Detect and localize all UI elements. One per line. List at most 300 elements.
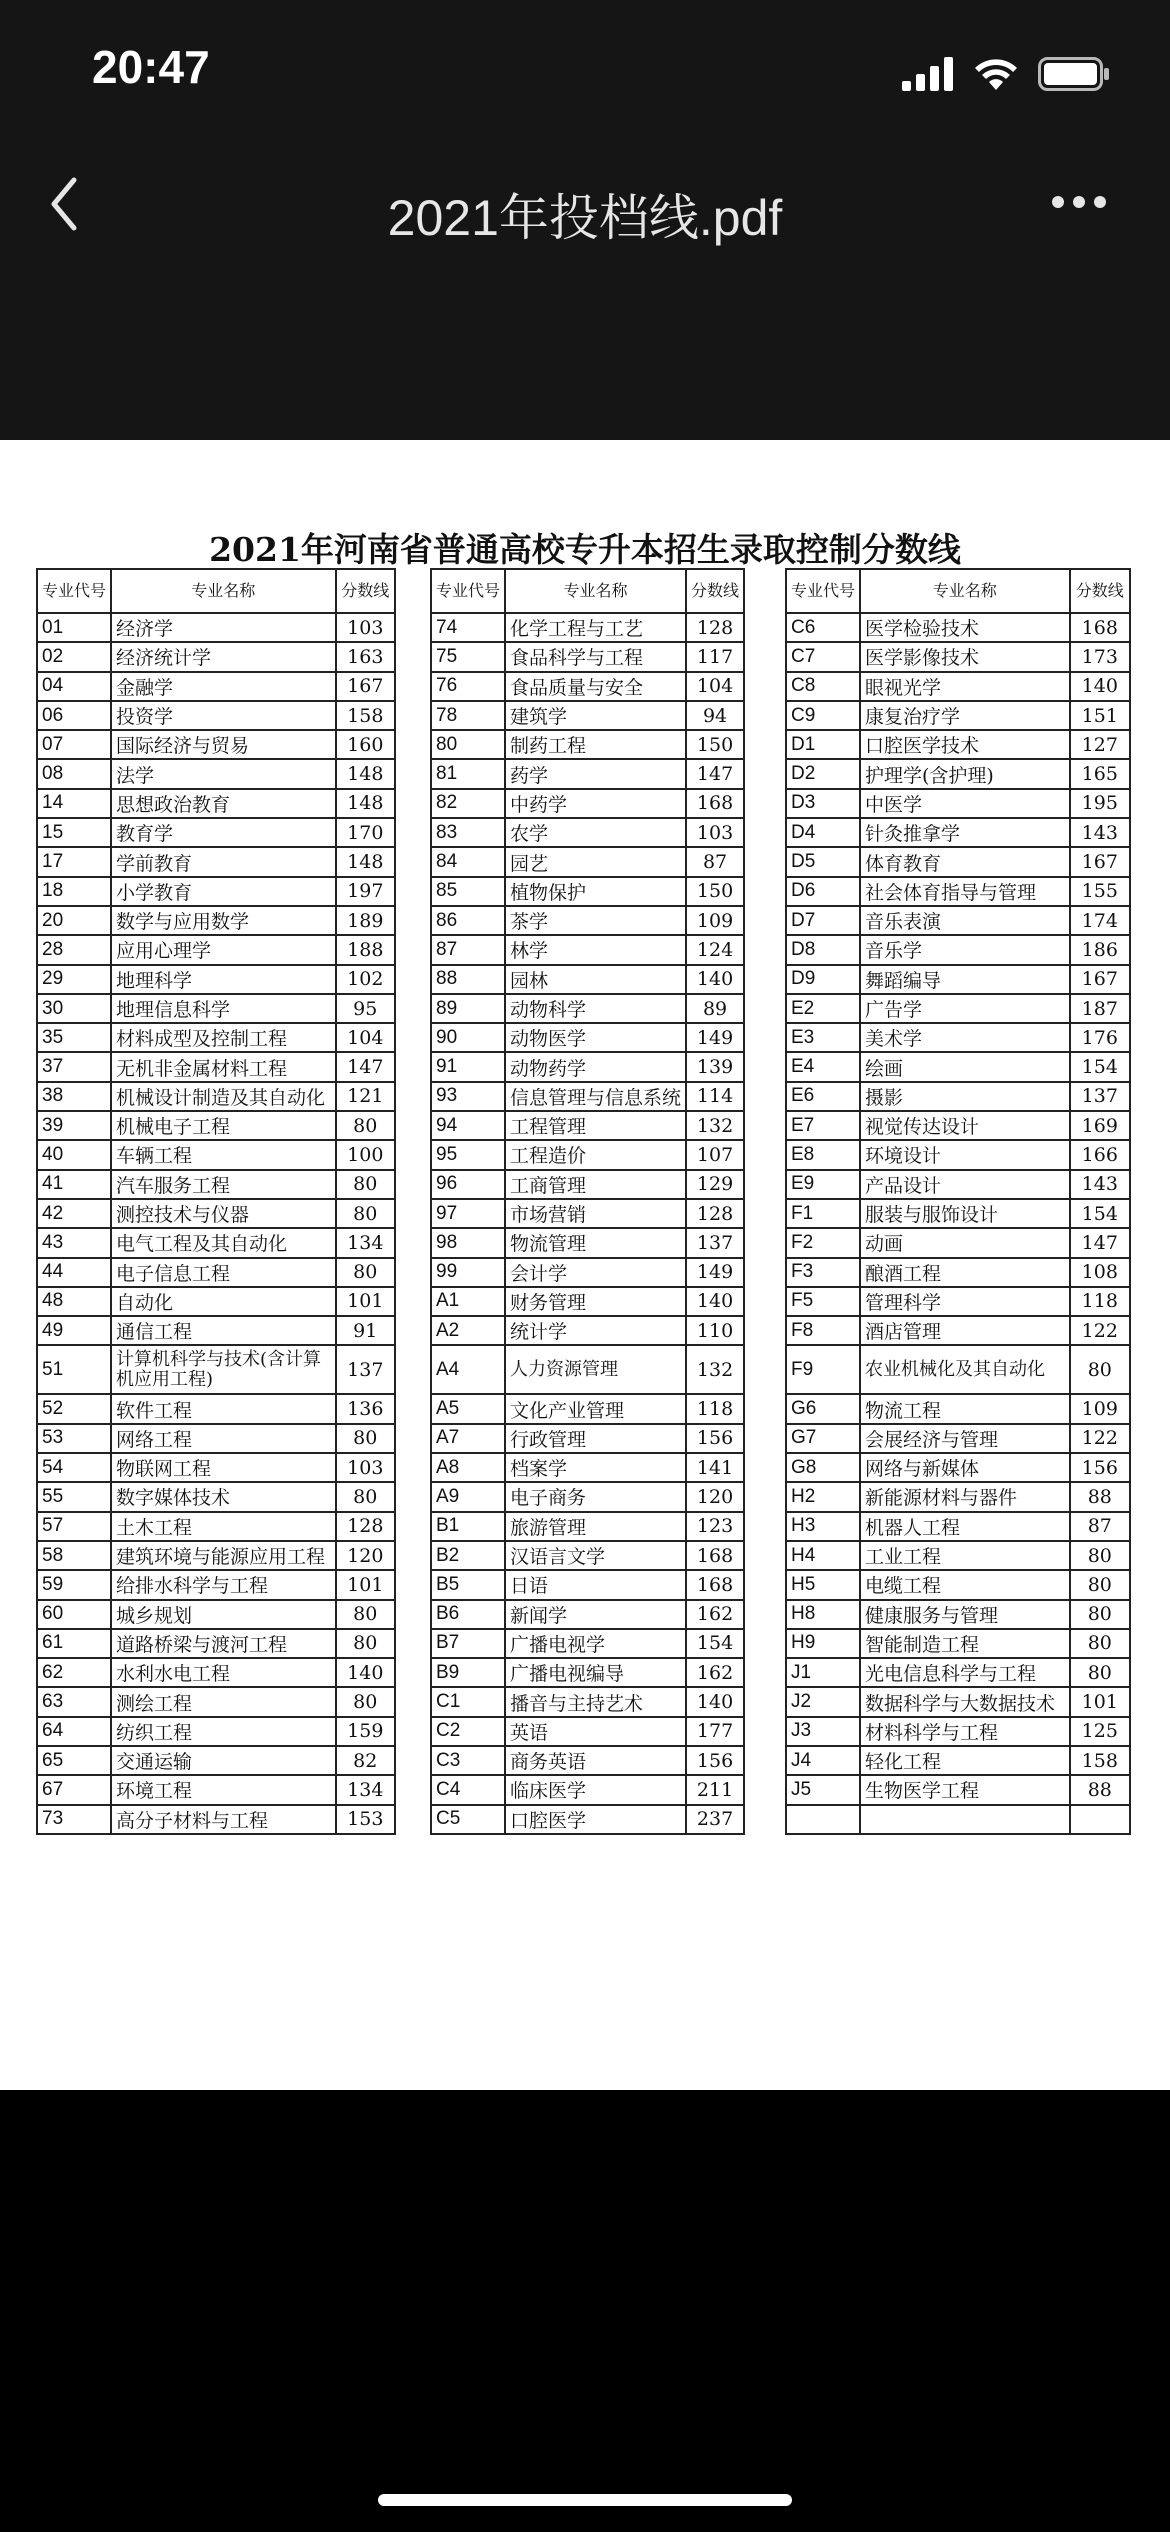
cutoff-score: 80 bbox=[1070, 1570, 1130, 1599]
major-name: 视觉传达设计 bbox=[860, 1111, 1070, 1140]
cutoff-score: 168 bbox=[1070, 613, 1130, 642]
table-row bbox=[37, 789, 395, 818]
table-row bbox=[431, 642, 744, 671]
cutoff-score: 80 bbox=[336, 1482, 395, 1511]
table-row bbox=[786, 935, 1130, 964]
table-row bbox=[786, 818, 1130, 847]
major-code: 95 bbox=[431, 1140, 505, 1169]
major-code: 91 bbox=[431, 1052, 505, 1081]
major-code: D9 bbox=[786, 965, 860, 994]
major-name: 生物医学工程 bbox=[860, 1775, 1070, 1804]
table-row bbox=[37, 613, 395, 642]
cutoff-score: 140 bbox=[686, 965, 744, 994]
major-code: 53 bbox=[37, 1424, 111, 1453]
major-code: 97 bbox=[431, 1199, 505, 1228]
major-code: 74 bbox=[431, 613, 505, 642]
table-row bbox=[431, 789, 744, 818]
major-name: 环境工程 bbox=[111, 1775, 336, 1804]
cutoff-score: 121 bbox=[336, 1082, 395, 1111]
score-table-3 bbox=[785, 568, 1131, 1835]
cutoff-score: 140 bbox=[686, 1687, 744, 1716]
major-code: H9 bbox=[786, 1629, 860, 1658]
major-code: A7 bbox=[431, 1424, 505, 1453]
cutoff-score: 156 bbox=[686, 1424, 744, 1453]
major-name: 建筑学 bbox=[505, 701, 686, 730]
table-row bbox=[37, 1140, 395, 1169]
table-row bbox=[786, 1140, 1130, 1169]
cutoff-score: 149 bbox=[686, 1258, 744, 1287]
table-row bbox=[37, 847, 395, 876]
major-name: 通信工程 bbox=[111, 1316, 336, 1345]
cutoff-score: 167 bbox=[1070, 847, 1130, 876]
cutoff-score: 140 bbox=[1070, 672, 1130, 701]
table-row bbox=[37, 935, 395, 964]
major-code: 28 bbox=[37, 935, 111, 964]
battery-icon bbox=[1038, 57, 1110, 91]
cutoff-score: 137 bbox=[686, 1228, 744, 1257]
major-code: 93 bbox=[431, 1082, 505, 1111]
major-name: 口腔医学 bbox=[505, 1805, 686, 1834]
major-code: 04 bbox=[37, 672, 111, 701]
major-name: 绘画 bbox=[860, 1052, 1070, 1081]
home-indicator[interactable] bbox=[378, 2494, 792, 2506]
cutoff-score: 120 bbox=[686, 1482, 744, 1511]
cutoff-score: 156 bbox=[686, 1746, 744, 1775]
table-row bbox=[37, 1170, 395, 1199]
cutoff-score: 129 bbox=[686, 1170, 744, 1199]
table-row bbox=[431, 1199, 744, 1228]
table-row bbox=[431, 1082, 744, 1111]
cutoff-score: 195 bbox=[1070, 789, 1130, 818]
cutoff-score: 155 bbox=[1070, 877, 1130, 906]
major-name: 电气工程及其自动化 bbox=[111, 1228, 336, 1257]
major-code: 29 bbox=[37, 965, 111, 994]
cutoff-score: 80 bbox=[336, 1258, 395, 1287]
major-name: 市场营销 bbox=[505, 1199, 686, 1228]
table-row bbox=[786, 1600, 1130, 1629]
cutoff-score: 137 bbox=[336, 1345, 395, 1394]
table-row bbox=[786, 1258, 1130, 1287]
major-name: 中药学 bbox=[505, 789, 686, 818]
major-code: A1 bbox=[431, 1287, 505, 1316]
cutoff-score: 169 bbox=[1070, 1111, 1130, 1140]
table-row bbox=[786, 965, 1130, 994]
document-title: 2021年河南省普通高校专升本招生录取控制分数线 bbox=[209, 530, 961, 569]
major-name: 财务管理 bbox=[505, 1287, 686, 1316]
major-code: E6 bbox=[786, 1082, 860, 1111]
major-name: 舞蹈编导 bbox=[860, 965, 1070, 994]
cutoff-score: 154 bbox=[686, 1629, 744, 1658]
cutoff-score: 120 bbox=[336, 1541, 395, 1570]
cutoff-score: 89 bbox=[686, 994, 744, 1023]
major-name: 轻化工程 bbox=[860, 1746, 1070, 1775]
table-header-row bbox=[431, 569, 744, 613]
header-code: 专业代号 bbox=[37, 569, 111, 613]
cutoff-score: 151 bbox=[1070, 701, 1130, 730]
major-code: 58 bbox=[37, 1541, 111, 1570]
major-code: F1 bbox=[786, 1199, 860, 1228]
major-name: 水利水电工程 bbox=[111, 1658, 336, 1687]
cutoff-score: 101 bbox=[336, 1287, 395, 1316]
cutoff-score: 162 bbox=[686, 1658, 744, 1687]
major-code: 06 bbox=[37, 701, 111, 730]
table-row bbox=[786, 1082, 1130, 1111]
major-name: 测绘工程 bbox=[111, 1687, 336, 1716]
cutoff-score: 159 bbox=[336, 1717, 395, 1746]
table-row bbox=[786, 730, 1130, 759]
cutoff-score: 163 bbox=[336, 642, 395, 671]
major-code: E9 bbox=[786, 1170, 860, 1199]
cutoff-score: 136 bbox=[336, 1394, 395, 1423]
cutoff-score: 197 bbox=[336, 877, 395, 906]
major-name: 新能源材料与器件 bbox=[860, 1482, 1070, 1511]
cutoff-score: 143 bbox=[1070, 818, 1130, 847]
table-row bbox=[431, 1629, 744, 1658]
major-name: 广告学 bbox=[860, 994, 1070, 1023]
table-row bbox=[786, 1541, 1130, 1570]
major-code: 75 bbox=[431, 642, 505, 671]
table-row bbox=[431, 1228, 744, 1257]
cutoff-score: 156 bbox=[1070, 1453, 1130, 1482]
major-code: B1 bbox=[431, 1512, 505, 1541]
major-name: 工业工程 bbox=[860, 1541, 1070, 1570]
cutoff-score: 122 bbox=[1070, 1316, 1130, 1345]
major-code: 84 bbox=[431, 847, 505, 876]
major-code: 01 bbox=[37, 613, 111, 642]
major-name: 日语 bbox=[505, 1570, 686, 1599]
major-code: A2 bbox=[431, 1316, 505, 1345]
table-row bbox=[37, 1052, 395, 1081]
table-row bbox=[431, 1424, 744, 1453]
table-row bbox=[431, 1482, 744, 1511]
major-name: 数学与应用数学 bbox=[111, 906, 336, 935]
major-code: 59 bbox=[37, 1570, 111, 1599]
table-row bbox=[786, 1316, 1130, 1345]
cutoff-score: 134 bbox=[336, 1228, 395, 1257]
cutoff-score: 147 bbox=[336, 1052, 395, 1081]
table-row bbox=[431, 1805, 744, 1834]
cutoff-score: 122 bbox=[1070, 1424, 1130, 1453]
major-code: 54 bbox=[37, 1453, 111, 1482]
table-row bbox=[37, 1687, 395, 1716]
table-row bbox=[37, 1775, 395, 1804]
major-name: 经济学 bbox=[111, 613, 336, 642]
cutoff-score: 158 bbox=[1070, 1746, 1130, 1775]
pdf-page[interactable] bbox=[0, 440, 1170, 2090]
table-row bbox=[37, 1482, 395, 1511]
table-row bbox=[786, 1453, 1130, 1482]
major-code: D1 bbox=[786, 730, 860, 759]
major-name: 旅游管理 bbox=[505, 1512, 686, 1541]
major-name: 城乡规划 bbox=[111, 1600, 336, 1629]
major-code: 07 bbox=[37, 730, 111, 759]
major-name: 物联网工程 bbox=[111, 1453, 336, 1482]
cutoff-score: 80 bbox=[336, 1111, 395, 1140]
table-row bbox=[37, 1082, 395, 1111]
table-row bbox=[431, 613, 744, 642]
table-row bbox=[786, 877, 1130, 906]
cutoff-score: 103 bbox=[336, 613, 395, 642]
major-name: 测控技术与仪器 bbox=[111, 1199, 336, 1228]
table-row bbox=[786, 672, 1130, 701]
major-name: 小学教育 bbox=[111, 877, 336, 906]
wifi-icon bbox=[972, 56, 1020, 92]
cutoff-score: 147 bbox=[1070, 1228, 1130, 1257]
major-code: E7 bbox=[786, 1111, 860, 1140]
cutoff-score: 187 bbox=[1070, 994, 1130, 1023]
major-code: C3 bbox=[431, 1746, 505, 1775]
major-name: 物流管理 bbox=[505, 1228, 686, 1257]
cutoff-score: 147 bbox=[686, 759, 744, 788]
major-name: 动物药学 bbox=[505, 1052, 686, 1081]
cutoff-score: 162 bbox=[686, 1600, 744, 1629]
major-code: F5 bbox=[786, 1287, 860, 1316]
major-code: J1 bbox=[786, 1658, 860, 1687]
major-name: 环境设计 bbox=[860, 1140, 1070, 1169]
major-name: 动画 bbox=[860, 1228, 1070, 1257]
table-row bbox=[37, 877, 395, 906]
major-code: E2 bbox=[786, 994, 860, 1023]
table-row bbox=[37, 1023, 395, 1052]
major-code: 67 bbox=[37, 1775, 111, 1804]
major-code: D8 bbox=[786, 935, 860, 964]
cutoff-score: 80 bbox=[1070, 1658, 1130, 1687]
cutoff-score: 128 bbox=[686, 613, 744, 642]
table-row bbox=[786, 1482, 1130, 1511]
major-name: 网络工程 bbox=[111, 1424, 336, 1453]
table-row bbox=[37, 1717, 395, 1746]
cutoff-score: 80 bbox=[336, 1170, 395, 1199]
major-code: 44 bbox=[37, 1258, 111, 1287]
major-name: 美术学 bbox=[860, 1023, 1070, 1052]
status-time: 20:47 bbox=[92, 41, 210, 93]
table-row bbox=[431, 1023, 744, 1052]
major-name: 药学 bbox=[505, 759, 686, 788]
cutoff-score: 80 bbox=[1070, 1345, 1130, 1394]
major-name: 广播电视编导 bbox=[505, 1658, 686, 1687]
major-name: 纺织工程 bbox=[111, 1717, 336, 1746]
major-code: G8 bbox=[786, 1453, 860, 1482]
major-name: 电子信息工程 bbox=[111, 1258, 336, 1287]
major-code: B7 bbox=[431, 1629, 505, 1658]
major-code: 73 bbox=[37, 1805, 111, 1834]
major-code: A8 bbox=[431, 1453, 505, 1482]
major-name: 农学 bbox=[505, 818, 686, 847]
major-code: 83 bbox=[431, 818, 505, 847]
major-name: 护理学(含护理) bbox=[860, 759, 1070, 788]
major-code: 99 bbox=[431, 1258, 505, 1287]
major-name: 统计学 bbox=[505, 1316, 686, 1345]
cutoff-score: 80 bbox=[336, 1629, 395, 1658]
major-code: E8 bbox=[786, 1140, 860, 1169]
cutoff-score: 150 bbox=[686, 877, 744, 906]
cutoff-score bbox=[1070, 1805, 1130, 1834]
cutoff-score: 132 bbox=[686, 1345, 744, 1394]
major-code: 60 bbox=[37, 1600, 111, 1629]
status-bar bbox=[0, 0, 1170, 150]
cutoff-score: 132 bbox=[686, 1111, 744, 1140]
major-code: J5 bbox=[786, 1775, 860, 1804]
table-row bbox=[37, 1287, 395, 1316]
more-options-button[interactable] bbox=[1052, 196, 1116, 216]
major-code: H8 bbox=[786, 1600, 860, 1629]
major-name: 金融学 bbox=[111, 672, 336, 701]
major-code: A9 bbox=[431, 1482, 505, 1511]
table-row bbox=[37, 1805, 395, 1834]
table-row bbox=[431, 1287, 744, 1316]
score-table-1 bbox=[36, 568, 396, 1835]
cutoff-score: 160 bbox=[336, 730, 395, 759]
cutoff-score: 148 bbox=[336, 847, 395, 876]
cutoff-score: 168 bbox=[686, 1570, 744, 1599]
table-header-row bbox=[37, 569, 395, 613]
cutoff-score: 101 bbox=[1070, 1687, 1130, 1716]
major-name: 产品设计 bbox=[860, 1170, 1070, 1199]
major-code: A4 bbox=[431, 1345, 505, 1394]
major-name: 音乐学 bbox=[860, 935, 1070, 964]
major-name: 数据科学与大数据技术 bbox=[860, 1687, 1070, 1716]
major-code: C2 bbox=[431, 1717, 505, 1746]
major-name: 食品科学与工程 bbox=[505, 642, 686, 671]
major-name: 高分子材料与工程 bbox=[111, 1805, 336, 1834]
major-name: 播音与主持艺术 bbox=[505, 1687, 686, 1716]
major-code: 38 bbox=[37, 1082, 111, 1111]
cutoff-score: 149 bbox=[686, 1023, 744, 1052]
header-score: 分数线 bbox=[1070, 569, 1130, 613]
major-name: 文化产业管理 bbox=[505, 1394, 686, 1423]
table-row bbox=[431, 1316, 744, 1345]
major-code: C7 bbox=[786, 642, 860, 671]
more-dot-icon bbox=[1094, 196, 1106, 208]
header-name: 专业名称 bbox=[111, 569, 336, 613]
major-name: 工程造价 bbox=[505, 1140, 686, 1169]
major-code: B9 bbox=[431, 1658, 505, 1687]
major-code: 49 bbox=[37, 1316, 111, 1345]
major-name: 车辆工程 bbox=[111, 1140, 336, 1169]
major-code: 18 bbox=[37, 877, 111, 906]
header-score: 分数线 bbox=[686, 569, 744, 613]
major-code: 17 bbox=[37, 847, 111, 876]
major-code: 86 bbox=[431, 906, 505, 935]
major-code: 39 bbox=[37, 1111, 111, 1140]
table-row bbox=[37, 1658, 395, 1687]
table-row bbox=[431, 759, 744, 788]
table-row bbox=[786, 1717, 1130, 1746]
table-row bbox=[431, 1541, 744, 1570]
major-name: 信息管理与信息系统 bbox=[505, 1082, 686, 1111]
major-code: D2 bbox=[786, 759, 860, 788]
table-row bbox=[37, 1600, 395, 1629]
table-row bbox=[431, 1717, 744, 1746]
header-name: 专业名称 bbox=[860, 569, 1070, 613]
cutoff-score: 109 bbox=[1070, 1394, 1130, 1423]
major-name: 医学检验技术 bbox=[860, 613, 1070, 642]
major-code: F8 bbox=[786, 1316, 860, 1345]
cutoff-score: 148 bbox=[336, 759, 395, 788]
major-code: 57 bbox=[37, 1512, 111, 1541]
table-row bbox=[431, 935, 744, 964]
major-name: 制药工程 bbox=[505, 730, 686, 759]
table-row bbox=[786, 1023, 1130, 1052]
cutoff-score: 128 bbox=[686, 1199, 744, 1228]
cutoff-score: 167 bbox=[336, 672, 395, 701]
table-row bbox=[786, 642, 1130, 671]
table-row bbox=[786, 1658, 1130, 1687]
table-row bbox=[431, 1570, 744, 1599]
cutoff-score: 134 bbox=[336, 1775, 395, 1804]
major-code: E4 bbox=[786, 1052, 860, 1081]
cutoff-score: 167 bbox=[1070, 965, 1130, 994]
table-row bbox=[431, 730, 744, 759]
major-code: 90 bbox=[431, 1023, 505, 1052]
major-code: H4 bbox=[786, 1541, 860, 1570]
major-code: 42 bbox=[37, 1199, 111, 1228]
cutoff-score: 128 bbox=[336, 1512, 395, 1541]
major-name: 汽车服务工程 bbox=[111, 1170, 336, 1199]
table-row bbox=[786, 1805, 1130, 1834]
cutoff-score: 80 bbox=[336, 1199, 395, 1228]
table-row bbox=[786, 1687, 1130, 1716]
score-table-2 bbox=[430, 568, 745, 1835]
table-row bbox=[786, 1775, 1130, 1804]
table-row bbox=[786, 1394, 1130, 1423]
cutoff-score: 189 bbox=[336, 906, 395, 935]
major-code: E3 bbox=[786, 1023, 860, 1052]
cutoff-score: 117 bbox=[686, 642, 744, 671]
major-name: 应用心理学 bbox=[111, 935, 336, 964]
table-row bbox=[37, 701, 395, 730]
table-row bbox=[37, 1228, 395, 1257]
major-code: 52 bbox=[37, 1394, 111, 1423]
major-name: 酒店管理 bbox=[860, 1316, 1070, 1345]
cutoff-score: 140 bbox=[336, 1658, 395, 1687]
major-code: C5 bbox=[431, 1805, 505, 1834]
cutoff-score: 123 bbox=[686, 1512, 744, 1541]
major-name: 学前教育 bbox=[111, 847, 336, 876]
major-code bbox=[786, 1805, 860, 1834]
major-name: 行政管理 bbox=[505, 1424, 686, 1453]
nav-bar bbox=[0, 150, 1170, 440]
major-code: 55 bbox=[37, 1482, 111, 1511]
table-row bbox=[786, 1629, 1130, 1658]
table-row bbox=[431, 1775, 744, 1804]
table-row bbox=[431, 1746, 744, 1775]
table-row bbox=[786, 906, 1130, 935]
major-name: 林学 bbox=[505, 935, 686, 964]
cutoff-score: 107 bbox=[686, 1140, 744, 1169]
cutoff-score: 173 bbox=[1070, 642, 1130, 671]
major-name: 广播电视学 bbox=[505, 1629, 686, 1658]
major-code: 43 bbox=[37, 1228, 111, 1257]
major-name: 植物保护 bbox=[505, 877, 686, 906]
major-name: 体育教育 bbox=[860, 847, 1070, 876]
major-name: 音乐表演 bbox=[860, 906, 1070, 935]
table-row bbox=[37, 1199, 395, 1228]
major-name: 软件工程 bbox=[111, 1394, 336, 1423]
header-name: 专业名称 bbox=[505, 569, 686, 613]
major-name: 管理科学 bbox=[860, 1287, 1070, 1316]
major-code: C9 bbox=[786, 701, 860, 730]
cutoff-score: 237 bbox=[686, 1805, 744, 1834]
table-row bbox=[786, 1570, 1130, 1599]
cutoff-score: 186 bbox=[1070, 935, 1130, 964]
cutoff-score: 141 bbox=[686, 1453, 744, 1482]
cutoff-score: 176 bbox=[1070, 1023, 1130, 1052]
cutoff-score: 154 bbox=[1070, 1052, 1130, 1081]
major-name: 数字媒体技术 bbox=[111, 1482, 336, 1511]
major-name: 机器人工程 bbox=[860, 1512, 1070, 1541]
cutoff-score: 80 bbox=[336, 1600, 395, 1629]
